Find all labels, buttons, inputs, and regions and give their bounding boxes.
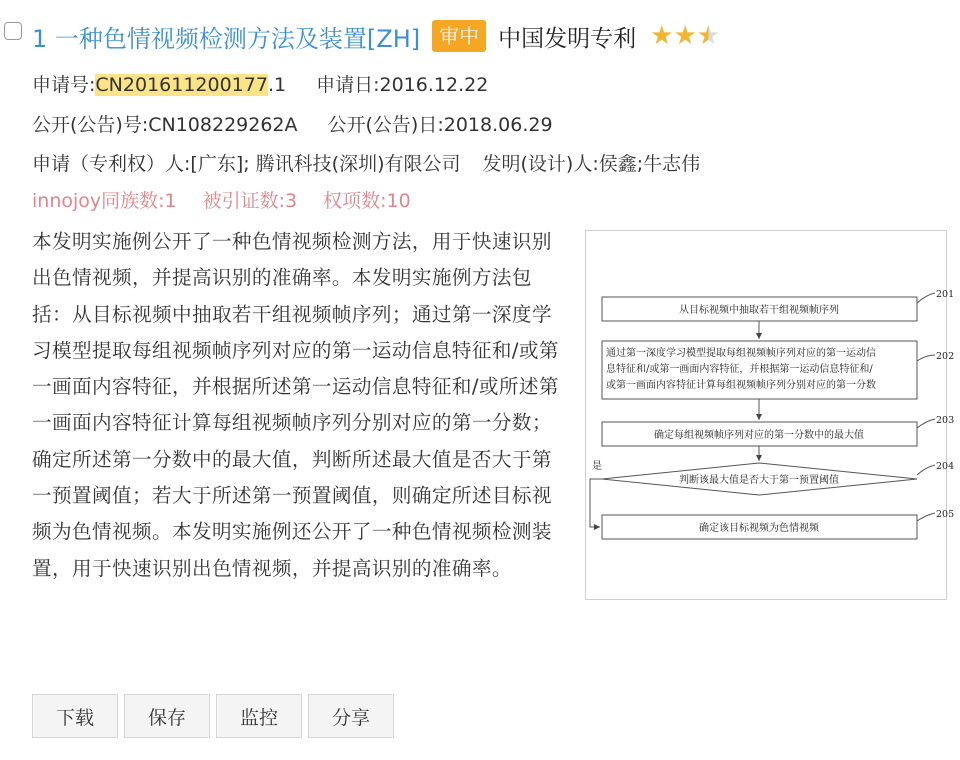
result-index: 1 bbox=[32, 24, 48, 53]
flow-id-201: 201 bbox=[936, 289, 955, 300]
abstract-text: 本发明实施例公开了一种色情视频检测方法，用于快速识别出色情视频，并提高识别的准确率。本发明实施例方法包括：从目标视频中抽取若干组视频帧序列；通过第一深度学习模型提取每组视频帧序列对应的第一运动信息特征和/或第一画面内容特征，并根据所述第一运动信息特征和/或所述第一画面内容特征计算每组视频帧序列分别对应的第一分数；确定所述第一分数中的最大值，判断所述最大值是否大于第一预置阈值；若大于所述第一预置阈值，则确定所述目标视频为色情视频。本发明实施例还公开了一种色情视频检测装置，用于快速识别出色情视频，并提高识别的准确率。 bbox=[32, 230, 559, 580]
stats-row bbox=[32, 186, 411, 213]
flow-yes-label: 是 bbox=[592, 461, 602, 472]
monitor-button[interactable]: 监控 bbox=[216, 694, 302, 738]
publication-info bbox=[32, 110, 553, 137]
flow-step-205-text: 确定该目标视频为色情视频 bbox=[699, 523, 819, 534]
result-header bbox=[32, 16, 720, 56]
application-date: 2016.12.22 bbox=[379, 74, 489, 96]
star-icon: ★ bbox=[650, 21, 674, 51]
flow-step-201-text: 从目标视频中抽取若干组视频帧序列 bbox=[679, 305, 839, 316]
save-button[interactable]: 保存 bbox=[124, 694, 210, 738]
flow-id-205: 205 bbox=[936, 509, 955, 520]
star-icon: ★ bbox=[673, 21, 697, 51]
share-button[interactable]: 分享 bbox=[308, 694, 394, 738]
flow-step-202-text-1: 通过第一深度学习模型提取每组视频帧序列对应的第一运动信 bbox=[606, 348, 876, 359]
flow-id-204: 204 bbox=[936, 461, 955, 472]
flow-step-202-text-3: 或第一画面内容特征计算每组视频帧序列分别对应的第一分数 bbox=[606, 380, 876, 391]
select-checkbox[interactable] bbox=[4, 22, 22, 40]
family-count[interactable]: innojoy同族数:1 bbox=[32, 190, 177, 212]
status-badge: 审中 bbox=[432, 20, 486, 52]
applicant-info bbox=[32, 149, 700, 176]
applicant-label: 申请（专利权）人: bbox=[32, 153, 191, 175]
flow-step-202-text-2: 息特征和/或第一画面内容特征，并根据第一运动信息特征和/ bbox=[606, 364, 873, 375]
application-no-highlight: CN201611200177 bbox=[95, 74, 268, 96]
flow-id-203: 203 bbox=[936, 415, 955, 426]
publication-date-label: 公开(公告)日: bbox=[327, 114, 444, 136]
flowchart-figure[interactable] bbox=[585, 230, 955, 600]
inventors: 侯鑫;牛志伟 bbox=[598, 153, 701, 175]
flow-id-202: 202 bbox=[936, 351, 955, 362]
rating-stars bbox=[650, 23, 720, 49]
cited-count[interactable]: 被引证数:3 bbox=[202, 190, 298, 212]
publication-no-label: 公开(公告)号: bbox=[32, 114, 149, 136]
download-button[interactable]: 下载 bbox=[32, 694, 118, 738]
flow-step-204-text: 判断该最大值是否大于第一预置阈值 bbox=[679, 475, 839, 486]
application-no-rest: .1 bbox=[267, 74, 287, 96]
patent-type: 中国发明专利 bbox=[498, 25, 637, 52]
star-half-icon: ★ bbox=[696, 21, 721, 51]
publication-date: 2018.06.29 bbox=[443, 114, 553, 136]
applicant: [广东]; 腾讯科技(深圳)有限公司 bbox=[190, 153, 461, 175]
application-info bbox=[32, 70, 488, 97]
flow-step-203-text: 确定每组视频帧序列对应的第一分数中的最大值 bbox=[654, 430, 864, 441]
publication-no: CN108229262A bbox=[148, 114, 298, 136]
flowchart-svg bbox=[586, 231, 955, 601]
patent-title-link[interactable] bbox=[32, 19, 420, 54]
claims-count[interactable]: 权项数:10 bbox=[323, 190, 411, 212]
application-date-label: 申请日: bbox=[316, 74, 380, 96]
application-no-label: 申请号: bbox=[32, 74, 96, 96]
action-bar bbox=[32, 694, 394, 738]
patent-title: 一种色情视频检测方法及装置[ZH] bbox=[54, 24, 421, 53]
inventor-label: 发明(设计)人: bbox=[482, 153, 599, 175]
